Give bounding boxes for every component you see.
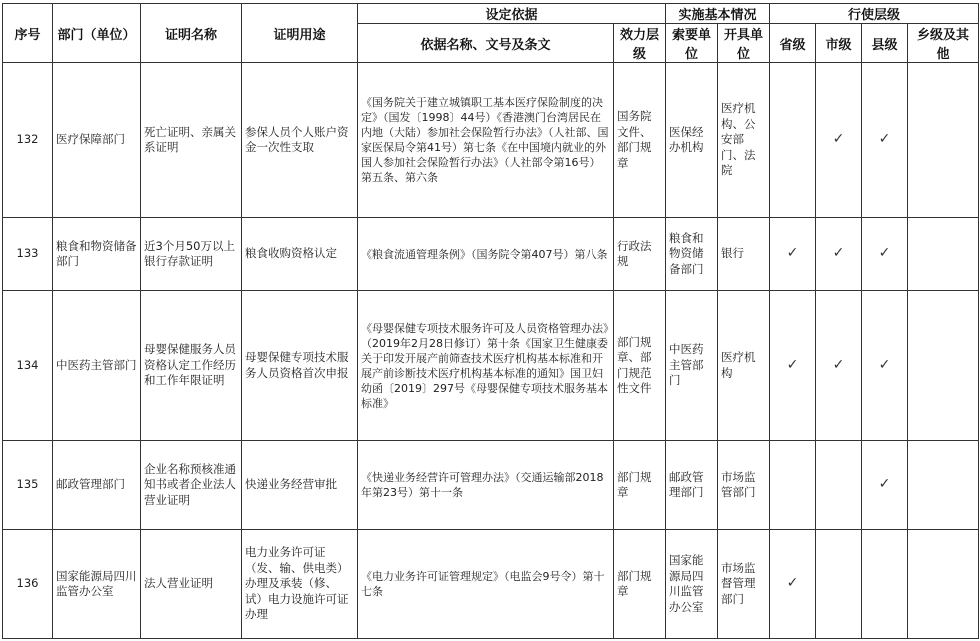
cell-validity: 国务院文件、部门规章: [614, 63, 666, 218]
check-icon: ✓: [832, 245, 845, 262]
cell-seq: 133: [3, 218, 53, 291]
cell-issue-unit: 医疗机构: [718, 291, 770, 441]
cell-basis: 《电力业务许可证管理规定》（电监会9号令）第十七条: [358, 530, 614, 639]
cell-basis: 《母婴保健专项技术服务许可及人员资格管理办法》（2019年2月28日修订）第十条《国家卫生健康委关于印发开展产前筛查技术医疗机构基本标准和开展产前诊断技术医疗机构基本标准的通知》国卫妇幼函〔2019〕297号《母婴保健专项技术服务基本标准》: [358, 291, 614, 441]
cell-cert-use: 快递业务经营审批: [242, 441, 358, 530]
cell-validity: 部门规章、部门规范性文件: [614, 291, 666, 441]
cell-cert-use: 粮食收购资格认定: [242, 218, 358, 291]
cell-demand-unit: 医保经办机构: [666, 63, 718, 218]
cell-town: [908, 63, 979, 218]
header-basis-doc: 依据名称、文号及条文: [358, 24, 614, 63]
cell-province: [770, 441, 816, 530]
header-level-group: 行使层级: [770, 4, 979, 24]
cell-issue-unit: 医疗机构、公安部门、法院: [718, 63, 770, 218]
cell-cert-use: 母婴保健专项技术服务人员资格首次申报: [242, 291, 358, 441]
cell-cert-use: 参保人员个人账户资金一次性支取: [242, 63, 358, 218]
cell-cert-use: 电力业务许可证（发、输、供电类）办理及承装（修、试）电力设施许可证办理: [242, 530, 358, 639]
cell-city: [816, 291, 862, 441]
cell-basis: 《国务院关于建立城镇职工基本医疗保险制度的决定》（国发〔1998〕44号）《香港澳门台湾居民在内地（大陆）参加社会保险暂行办法》（人社部、国家医保局令第41号）第七条《在中国境内就业的外国人参加社会保险暂行办法》（人社部令第16号）第五条、第六条: [358, 63, 614, 218]
cell-province: [770, 530, 816, 639]
cell-dept: 中医药主管部门: [53, 291, 141, 441]
cell-province: [770, 218, 816, 291]
check-icon: ✓: [878, 356, 891, 373]
header-cert-name: 证明名称: [141, 4, 242, 63]
cell-cert-name: 近3个月50万以上银行存款证明: [141, 218, 242, 291]
check-icon: ✓: [878, 131, 891, 148]
table-row: [3, 218, 979, 291]
header-validity: 效力层级: [614, 24, 666, 63]
header-cert-use: 证明用途: [242, 4, 358, 63]
cell-city: [816, 218, 862, 291]
cell-county: [862, 441, 908, 530]
cell-town: [908, 441, 979, 530]
cell-town: [908, 291, 979, 441]
header-dept: 部门（单位）: [53, 4, 141, 63]
table-header: [3, 4, 979, 63]
cell-basis: 《快递业务经营许可管理办法》（交通运输部2018年第23号）第十一条: [358, 441, 614, 530]
table-row: [3, 441, 979, 530]
cell-demand-unit: 中医药主管部门: [666, 291, 718, 441]
cell-validity: 部门规章: [614, 441, 666, 530]
cell-cert-name: 企业名称预核准通知书或者企业法人营业证明: [141, 441, 242, 530]
check-icon: ✓: [878, 245, 891, 262]
table-row: [3, 530, 979, 639]
header-issue-unit: 开具单位: [718, 24, 770, 63]
cell-county: [862, 63, 908, 218]
header-seq: 序号: [3, 4, 53, 63]
cell-city: [816, 441, 862, 530]
cell-seq: 134: [3, 291, 53, 441]
cell-dept: 邮政管理部门: [53, 441, 141, 530]
cell-town: [908, 218, 979, 291]
cell-county: [862, 218, 908, 291]
header-city: 市级: [816, 24, 862, 63]
check-icon: ✓: [786, 245, 799, 262]
header-basis-group: 设定依据: [358, 4, 666, 24]
cell-issue-unit: 银行: [718, 218, 770, 291]
check-icon: ✓: [832, 131, 845, 148]
cell-demand-unit: 国家能源局四川监管办公室: [666, 530, 718, 639]
cell-validity: 行政法规: [614, 218, 666, 291]
cell-basis: 《粮食流通管理条例》（国务院令第407号）第八条: [358, 218, 614, 291]
cell-city: [816, 530, 862, 639]
table-row: [3, 291, 979, 441]
cell-seq: 135: [3, 441, 53, 530]
table-row: [3, 63, 979, 218]
header-impl-group: 实施基本情况: [666, 4, 770, 24]
cell-cert-name: 死亡证明、亲属关系证明: [141, 63, 242, 218]
cell-city: [816, 63, 862, 218]
cell-demand-unit: 邮政管理部门: [666, 441, 718, 530]
cell-county: [862, 291, 908, 441]
cell-validity: 部门规章: [614, 530, 666, 639]
check-icon: ✓: [878, 476, 891, 493]
cell-issue-unit: 市场监督管理部门: [718, 530, 770, 639]
check-icon: ✓: [832, 356, 845, 373]
cell-seq: 136: [3, 530, 53, 639]
table-body: [3, 63, 979, 639]
cell-cert-name: 法人营业证明: [141, 530, 242, 639]
cell-issue-unit: 市场监管部门: [718, 441, 770, 530]
cell-province: [770, 291, 816, 441]
certificate-table: [2, 3, 979, 639]
cell-town: [908, 530, 979, 639]
header-province: 省级: [770, 24, 816, 63]
cell-dept: 粮食和物资储备部门: [53, 218, 141, 291]
cell-province: [770, 63, 816, 218]
cell-county: [862, 530, 908, 639]
header-demand-unit: 索要单位: [666, 24, 718, 63]
cell-dept: 医疗保障部门: [53, 63, 141, 218]
check-icon: ✓: [786, 356, 799, 373]
cell-cert-name: 母婴保健服务人员资格认定工作经历和工作年限证明: [141, 291, 242, 441]
cell-seq: 132: [3, 63, 53, 218]
check-icon: ✓: [786, 575, 799, 592]
cell-dept: 国家能源局四川监管办公室: [53, 530, 141, 639]
header-town: 乡级及其他: [908, 24, 979, 63]
header-county: 县级: [862, 24, 908, 63]
cell-demand-unit: 粮食和物资储备部门: [666, 218, 718, 291]
